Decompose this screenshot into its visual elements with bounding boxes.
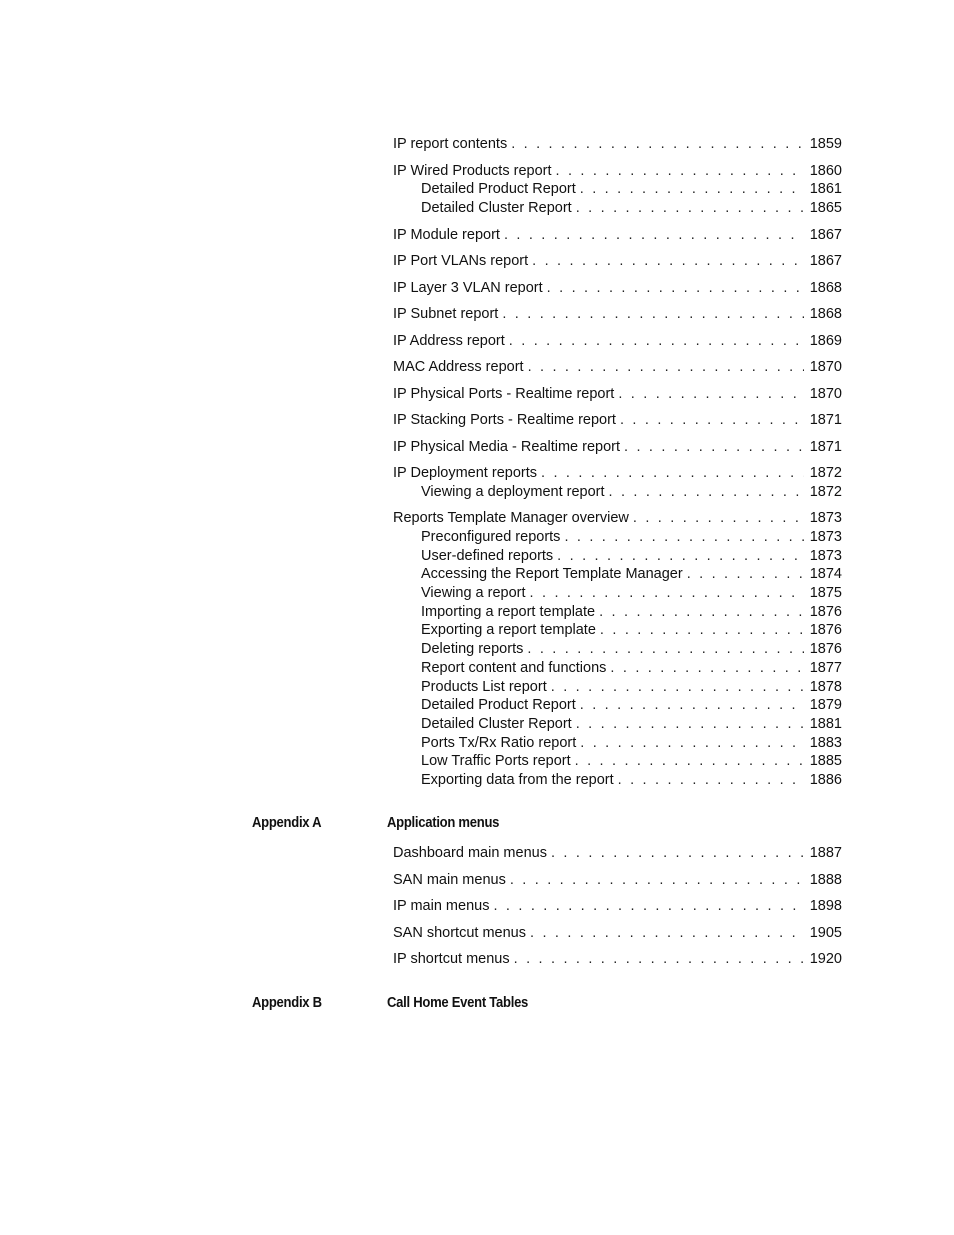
appendix-b-label: Appendix B <box>252 995 322 1011</box>
toc-subentry[interactable] <box>421 715 842 733</box>
toc-entry-label: IP Port VLANs report <box>393 253 529 269</box>
toc-entry[interactable] <box>393 252 842 270</box>
toc-subentry[interactable] <box>421 603 842 621</box>
toc-entry-page: 1865 <box>809 200 842 216</box>
dot-leader <box>564 528 803 546</box>
toc-entry[interactable] <box>393 305 842 323</box>
dot-leader <box>511 135 804 153</box>
dot-leader <box>502 305 803 323</box>
toc-entry[interactable] <box>393 950 842 968</box>
toc-entry-label: IP Deployment reports <box>393 465 537 481</box>
dot-leader <box>551 678 804 696</box>
toc-entry[interactable] <box>393 226 842 244</box>
toc-entry-label: MAC Address report <box>393 359 524 375</box>
toc-entry[interactable] <box>393 844 842 862</box>
dot-leader <box>618 385 803 403</box>
toc-entry-page: 1920 <box>809 951 842 967</box>
dot-leader <box>580 696 804 714</box>
toc-entry-page: 1859 <box>809 136 842 152</box>
toc-subentry[interactable] <box>421 483 842 501</box>
toc-entry-label: IP report contents <box>393 136 508 152</box>
toc-entry-label: IP Subnet report <box>393 306 499 322</box>
toc-entry-label: IP Wired Products report <box>393 163 552 179</box>
toc-subentry[interactable] <box>421 771 842 789</box>
toc-entry-label: Report content and functions <box>421 660 607 676</box>
toc-entry-page: 1876 <box>809 641 842 657</box>
toc-entry-label: Low Traffic Ports report <box>421 753 571 769</box>
toc-entry-label: Detailed Cluster Report <box>421 716 572 732</box>
toc-entry-page: 1885 <box>809 753 842 769</box>
appendix-a-label: Appendix A <box>252 815 322 831</box>
toc-entry-page: 1876 <box>809 622 842 638</box>
toc-subentry[interactable] <box>421 584 842 602</box>
dot-leader <box>576 715 804 733</box>
toc-entry-label: Dashboard main menus <box>393 845 547 861</box>
toc-entry-label: Accessing the Report Template Manager <box>421 566 683 582</box>
toc-subentry[interactable] <box>421 659 842 677</box>
toc-entry-page: 1875 <box>809 585 842 601</box>
toc-entry-label: IP Layer 3 VLAN report <box>393 280 543 296</box>
dot-leader <box>551 844 804 862</box>
dot-leader <box>609 483 804 501</box>
toc-entry[interactable] <box>393 411 842 429</box>
toc-entry-page: 1905 <box>809 925 842 941</box>
dot-leader <box>509 332 804 350</box>
toc-entry-page: 1877 <box>809 660 842 676</box>
toc-entry-label: Importing a report template <box>421 604 596 620</box>
toc-subentry[interactable] <box>421 528 842 546</box>
toc-entry-page: 1873 <box>809 510 842 526</box>
toc-entry-page: 1873 <box>809 529 842 545</box>
toc-entry[interactable] <box>393 509 842 527</box>
dot-leader <box>510 871 804 889</box>
dot-leader <box>527 640 803 658</box>
toc-entry-label: Exporting a report template <box>421 622 596 638</box>
dot-leader <box>514 950 804 968</box>
toc-subentry[interactable] <box>421 640 842 658</box>
toc-entry-page: 1870 <box>809 359 842 375</box>
dot-leader <box>557 547 804 565</box>
toc-entry-label: Viewing a deployment report <box>421 484 605 500</box>
toc-entry-label: IP Stacking Ports - Realtime report <box>393 412 616 428</box>
toc-entry-label: SAN shortcut menus <box>393 925 526 941</box>
toc-entry-label: Viewing a report <box>421 585 526 601</box>
toc-entry-label: IP Physical Media - Realtime report <box>393 439 620 455</box>
toc-entry-page: 1879 <box>809 697 842 713</box>
dot-leader <box>624 438 804 456</box>
toc-entry-page: 1860 <box>809 163 842 179</box>
dot-leader <box>575 752 804 770</box>
dot-leader <box>580 180 804 198</box>
toc-subentry[interactable] <box>421 678 842 696</box>
toc-entry-page: 1872 <box>809 484 842 500</box>
toc-entry-page: 1869 <box>809 333 842 349</box>
toc-entry-page: 1873 <box>809 548 842 564</box>
toc-entry[interactable] <box>393 385 842 403</box>
toc-entry-label: User-defined reports <box>421 548 554 564</box>
appendix-a-title[interactable]: Application menus <box>387 815 500 831</box>
toc-entry[interactable] <box>393 438 842 456</box>
toc-entry-label: Reports Template Manager overview <box>393 510 629 526</box>
toc-subentry[interactable] <box>421 696 842 714</box>
toc-entry-label: Detailed Cluster Report <box>421 200 572 216</box>
toc-entry-label: IP shortcut menus <box>393 951 510 967</box>
toc-subentry[interactable] <box>421 752 842 770</box>
toc-entry-label: Ports Tx/Rx Ratio report <box>421 735 577 751</box>
toc-entry-label: IP Module report <box>393 227 500 243</box>
dot-leader <box>687 565 804 583</box>
toc-entry[interactable] <box>393 871 842 889</box>
toc-entry-page: 1876 <box>809 604 842 620</box>
dot-leader <box>620 411 804 429</box>
dot-leader <box>493 897 803 915</box>
toc-entry-label: SAN main menus <box>393 872 506 888</box>
toc-entry-label: IP Address report <box>393 333 505 349</box>
toc-entry[interactable] <box>393 897 842 915</box>
toc-entry[interactable] <box>393 332 842 350</box>
dot-leader <box>530 924 804 942</box>
toc-entry-page: 1868 <box>809 280 842 296</box>
toc-entry[interactable] <box>393 135 842 153</box>
dot-leader <box>541 464 804 482</box>
toc-entry-label: Exporting data from the report <box>421 772 614 788</box>
dot-leader <box>633 509 804 527</box>
toc-entry-label: Detailed Product Report <box>421 697 576 713</box>
toc-entry-label: Preconfigured reports <box>421 529 561 545</box>
toc-subentry[interactable] <box>421 565 842 583</box>
dot-leader <box>576 199 804 217</box>
dot-leader <box>532 252 804 270</box>
toc-entry[interactable] <box>393 464 842 482</box>
dot-leader <box>610 659 803 677</box>
toc-entry[interactable] <box>393 358 842 376</box>
dot-leader <box>580 734 803 752</box>
toc-entry-page: 1872 <box>809 465 842 481</box>
dot-leader <box>547 279 804 297</box>
dot-leader <box>528 358 804 376</box>
toc-entry-page: 1887 <box>809 845 842 861</box>
toc-entry[interactable] <box>393 924 842 942</box>
toc-subentry[interactable] <box>421 547 842 565</box>
toc-entry-page: 1867 <box>809 253 842 269</box>
toc-entry-page: 1870 <box>809 386 842 402</box>
toc-subentry[interactable] <box>421 199 842 217</box>
toc-subentry[interactable] <box>421 180 842 198</box>
appendix-b-title[interactable]: Call Home Event Tables <box>387 995 529 1011</box>
toc-entry-page: 1867 <box>809 227 842 243</box>
dot-leader <box>599 603 804 621</box>
toc-subentry[interactable] <box>421 734 842 752</box>
dot-leader <box>618 771 804 789</box>
toc-subentry[interactable] <box>421 621 842 639</box>
toc-entry-page: 1868 <box>809 306 842 322</box>
toc-entry[interactable] <box>393 279 842 297</box>
toc-entry-page: 1874 <box>809 566 842 582</box>
toc-entry-page: 1878 <box>809 679 842 695</box>
toc-entry-label: IP Physical Ports - Realtime report <box>393 386 615 402</box>
toc-entry[interactable] <box>393 162 842 180</box>
toc-entry-page: 1861 <box>809 181 842 197</box>
toc-entry-page: 1888 <box>809 872 842 888</box>
dot-leader <box>530 584 804 602</box>
toc-entry-page: 1886 <box>809 772 842 788</box>
dot-leader <box>600 621 804 639</box>
toc-entry-page: 1883 <box>809 735 842 751</box>
toc-entry-label: IP main menus <box>393 898 490 914</box>
toc-entry-page: 1881 <box>809 716 842 732</box>
toc-entry-label: Products List report <box>421 679 547 695</box>
toc-entry-label: Deleting reports <box>421 641 524 657</box>
toc-entry-page: 1871 <box>809 412 842 428</box>
dot-leader <box>504 226 804 244</box>
toc-entry-page: 1898 <box>809 898 842 914</box>
dot-leader <box>556 162 804 180</box>
toc-entry-page: 1871 <box>809 439 842 455</box>
toc-entry-label: Detailed Product Report <box>421 181 576 197</box>
